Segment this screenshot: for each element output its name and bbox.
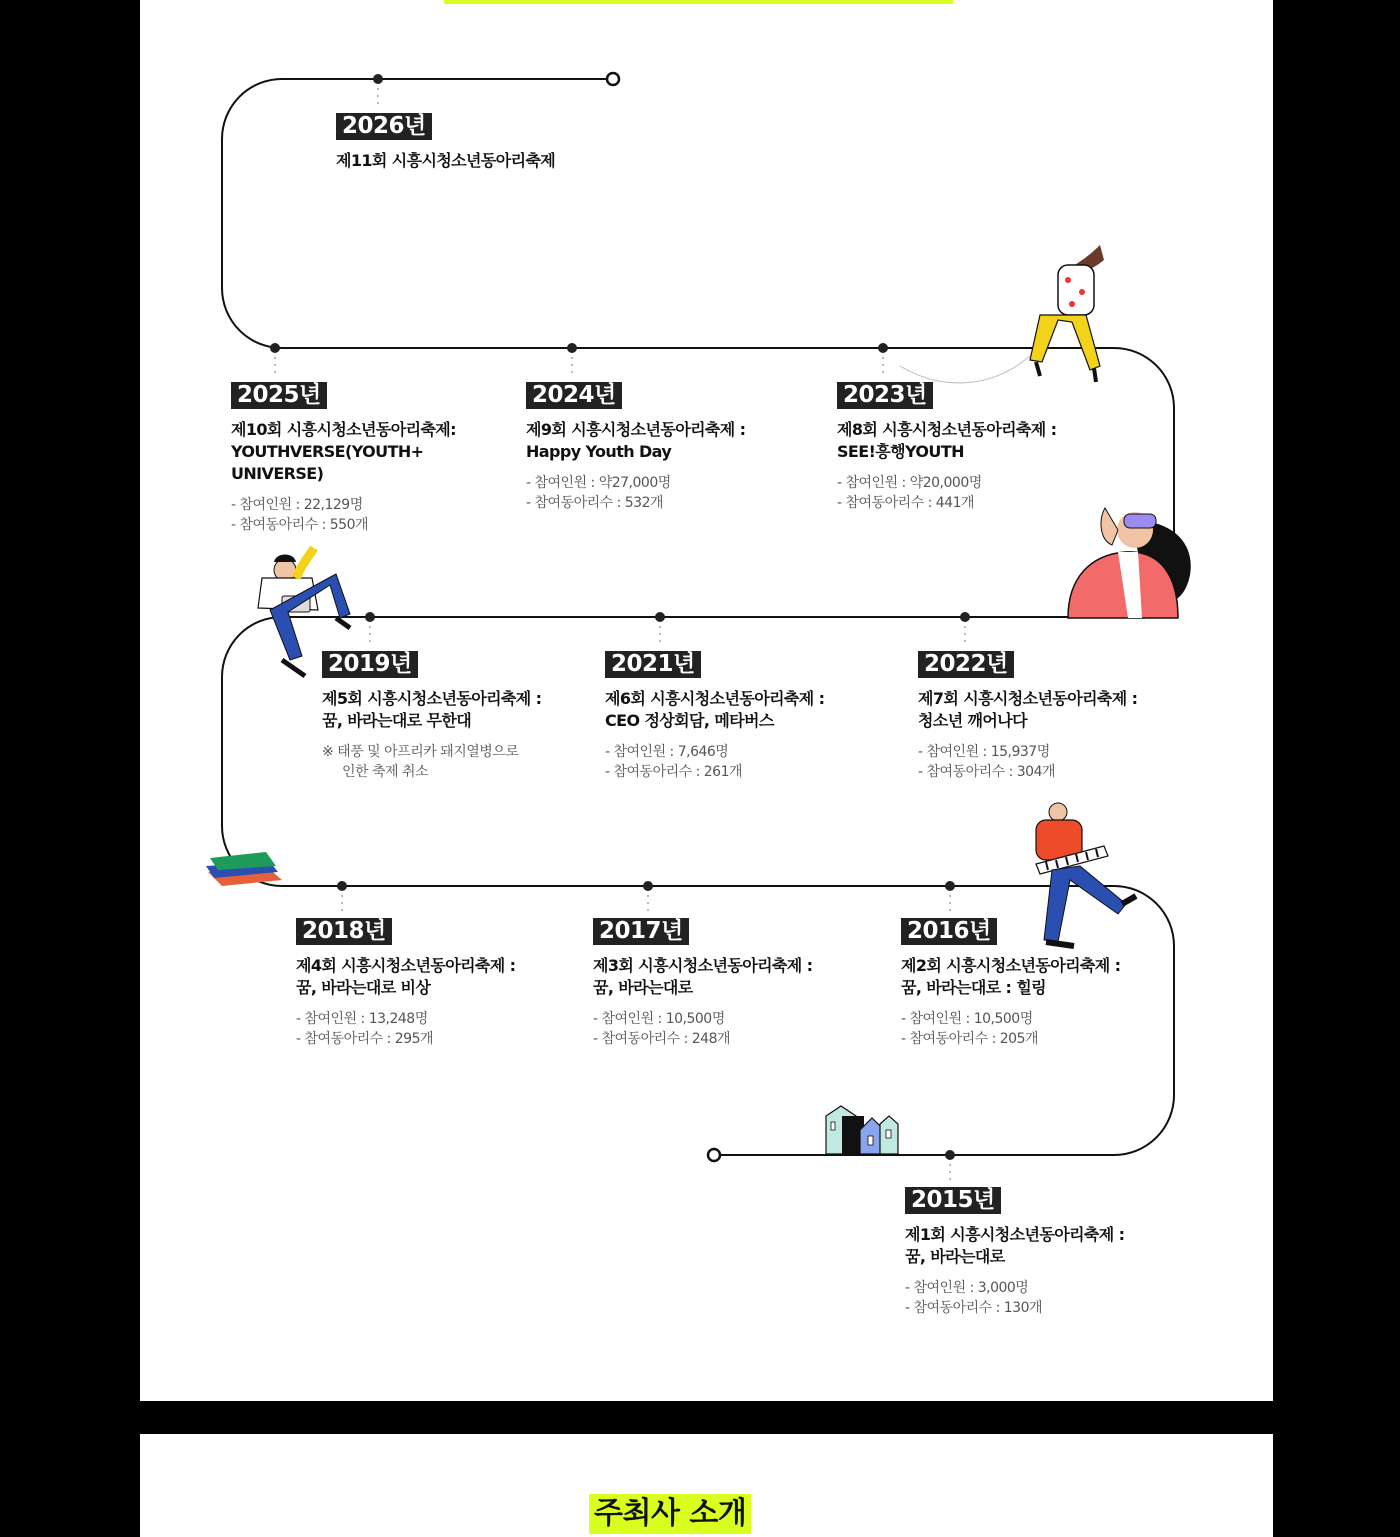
festival-title: 제11회 시흥시청소년동아리축제 xyxy=(336,151,556,170)
festival-title: 제7회 시흥시청소년동아리축제 : 청소년 깨어나다 xyxy=(918,689,1138,730)
festival-title: 제9회 시흥시청소년동아리축제 : Happy Youth Day xyxy=(526,420,746,461)
vr-girl-shouting-illustration xyxy=(1068,508,1191,618)
festival-title: 제1회 시흥시청소년동아리축제 : 꿈, 바라는대로 xyxy=(905,1225,1125,1266)
year-badge: 2015년 xyxy=(905,1187,1001,1214)
festival-title: 제4회 시흥시청소년동아리축제 : 꿈, 바라는대로 비상 xyxy=(296,956,516,997)
festival-title: 제10회 시흥시청소년동아리축제: YOUTHVERSE(YOUTH+ UNIVERSE) xyxy=(231,420,456,483)
festival-stats: - 참여인원 : 3,000명 - 참여동아리수 : 130개 xyxy=(905,1280,1043,1316)
festival-stats: - 참여인원 : 13,248명 - 참여동아리수 : 295개 xyxy=(296,1011,434,1047)
year-badge: 2022년 xyxy=(918,651,1014,678)
timeline-entry-2022 xyxy=(918,651,1137,782)
timeline-entry-2017 xyxy=(593,918,812,1049)
festival-title: 제5회 시흥시청소년동아리축제 : 꿈, 바라는대로 무한대 xyxy=(322,689,542,730)
organizer-section-title: 주최사 소개 xyxy=(589,1494,751,1534)
timeline-entry-2023 xyxy=(837,382,1056,513)
festival-stats: - 참여인원 : 약27,000명 - 참여동아리수 : 532개 xyxy=(526,475,671,511)
festival-title: 제3회 시흥시청소년동아리축제 : 꿈, 바라는대로 xyxy=(593,956,813,997)
houses-illustration xyxy=(826,1106,898,1154)
year-badge: 2016년 xyxy=(901,918,997,945)
festival-title: 제8회 시흥시청소년동아리축제 : SEE!흥행YOUTH xyxy=(837,420,1057,461)
timeline-entry-2021 xyxy=(605,651,824,782)
timeline-entry-2015 xyxy=(905,1187,1124,1318)
track-end-ring xyxy=(708,1149,720,1161)
cancellation-note: ※ 태풍 및 아프리카 돼지열병으로 인한 축제 취소 xyxy=(322,744,519,780)
festival-stats: - 참여인원 : 7,646명 - 참여동아리수 : 261개 xyxy=(605,744,743,780)
festival-stats: - 참여인원 : 10,500명 - 참여동아리수 : 205개 xyxy=(901,1011,1039,1047)
stacked-books-illustration xyxy=(206,852,282,886)
festival-title: 제6회 시흥시청소년동아리축제 : CEO 정상회담, 메타버스 xyxy=(605,689,825,730)
festival-stats: - 참여인원 : 15,937명 - 참여동아리수 : 304개 xyxy=(918,744,1056,780)
vr-girl-jumping-illustration xyxy=(900,245,1104,383)
timeline-entry-2024 xyxy=(526,382,745,513)
timeline-entry-2016 xyxy=(901,918,1120,1049)
year-badge: 2018년 xyxy=(296,918,392,945)
festival-stats: - 참여인원 : 10,500명 - 참여동아리수 : 248개 xyxy=(593,1011,731,1047)
festival-stats: - 참여인원 : 약20,000명 - 참여동아리수 : 441개 xyxy=(837,475,982,511)
year-badge: 2019년 xyxy=(322,651,418,678)
year-badge: 2017년 xyxy=(593,918,689,945)
year-badge: 2021년 xyxy=(605,651,701,678)
track-start-ring xyxy=(607,73,619,85)
year-badge: 2026년 xyxy=(336,113,432,140)
festival-title: 제2회 시흥시청소년동아리축제 : 꿈, 바라는대로 : 힐링 xyxy=(901,956,1121,997)
year-badge: 2025년 xyxy=(231,382,327,409)
year-badge: 2023년 xyxy=(837,382,933,409)
timeline-entry-2018 xyxy=(296,918,515,1049)
festival-stats: - 참여인원 : 22,129명 - 참여동아리수 : 550개 xyxy=(231,497,369,533)
timeline-entry-2019 xyxy=(322,651,541,782)
year-badge: 2024년 xyxy=(526,382,622,409)
timeline-entry-2025 xyxy=(231,382,456,535)
timeline-entry-2026 xyxy=(336,113,555,172)
